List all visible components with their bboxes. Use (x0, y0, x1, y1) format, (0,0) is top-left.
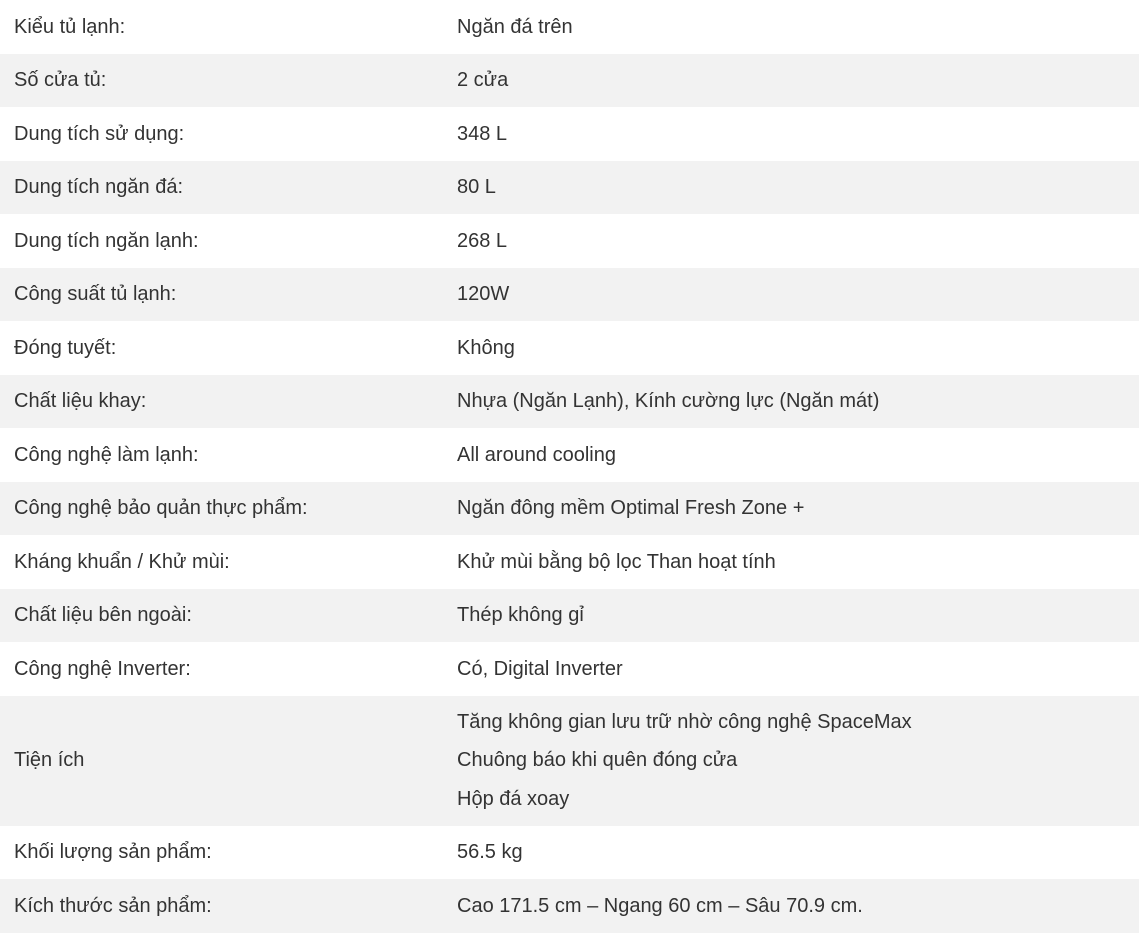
spec-label: Kháng khuẩn / Khử mùi: (14, 550, 230, 573)
spec-row-doors (0, 54, 1139, 108)
spec-row-weight (0, 826, 1139, 880)
feature-item: Hộp đá xoay (457, 787, 570, 810)
spec-label: Chất liệu bên ngoài: (14, 604, 192, 626)
spec-label: Dung tích ngăn lạnh: (14, 229, 199, 252)
spec-label: Kiểu tủ lạnh: (14, 15, 126, 38)
spec-value-list (457, 696, 1139, 826)
spec-row-inverter (0, 642, 1139, 696)
spec-label: Khối lượng sản phẩm: (14, 841, 212, 863)
spec-value: 268 L (457, 229, 508, 252)
spec-label: Chất liệu khay: (14, 390, 147, 412)
spec-value: Thép không gỉ (457, 604, 584, 626)
spec-row-type (0, 0, 1139, 54)
spec-label: Kích thước sản phẩm: (14, 894, 212, 917)
feature-item: Chuông báo khi quên đóng cửa (457, 749, 738, 772)
spec-row-frost (0, 321, 1139, 375)
spec-value: Khử mùi bằng bộ lọc Than hoạt tính (457, 550, 776, 573)
spec-row-fridge-capacity (0, 214, 1139, 268)
spec-value: 348 L (457, 122, 508, 145)
spec-row-freezer-capacity (0, 161, 1139, 215)
spec-label: Tiện ích (14, 749, 85, 772)
spec-value: Nhựa (Ngăn Lạnh), Kính cường lực (Ngăn mát) (457, 390, 880, 412)
spec-value: All around cooling (457, 443, 616, 466)
spec-value: Có, Digital Inverter (457, 657, 623, 680)
spec-value: 56.5 kg (457, 841, 523, 863)
spec-label: Công nghệ làm lạnh: (14, 443, 199, 466)
spec-row-dimensions (0, 879, 1139, 933)
spec-value: 2 cửa (457, 69, 509, 91)
spec-label: Công nghệ Inverter: (14, 657, 191, 680)
spec-row-exterior-material (0, 589, 1139, 643)
spec-value: 120W (457, 283, 510, 305)
spec-label: Dung tích ngăn đá: (14, 176, 184, 198)
spec-value: Cao 171.5 cm – Ngang 60 cm – Sâu 70.9 cm. (457, 894, 863, 917)
spec-value: 80 L (457, 176, 496, 198)
spec-value: Ngăn đá trên (457, 15, 573, 38)
spec-row-features (0, 696, 1139, 826)
spec-row-cooling-tech (0, 428, 1139, 482)
spec-row-tray-material (0, 375, 1139, 429)
spec-label: Số cửa tủ: (14, 69, 107, 91)
spec-row-antibacterial (0, 535, 1139, 589)
spec-row-preservation-tech (0, 482, 1139, 536)
feature-item: Tăng không gian lưu trữ nhờ công nghệ SpaceMax (457, 710, 912, 733)
spec-label: Dung tích sử dụng: (14, 122, 185, 145)
spec-label: Công suất tủ lạnh: (14, 283, 177, 305)
spec-value: Ngăn đông mềm Optimal Fresh Zone + (457, 497, 805, 519)
spec-label: Công nghệ bảo quản thực phẩm: (14, 497, 308, 519)
spec-label: Đóng tuyết: (14, 336, 117, 359)
spec-row-power (0, 268, 1139, 322)
spec-row-capacity (0, 107, 1139, 161)
spec-value: Không (457, 336, 515, 359)
